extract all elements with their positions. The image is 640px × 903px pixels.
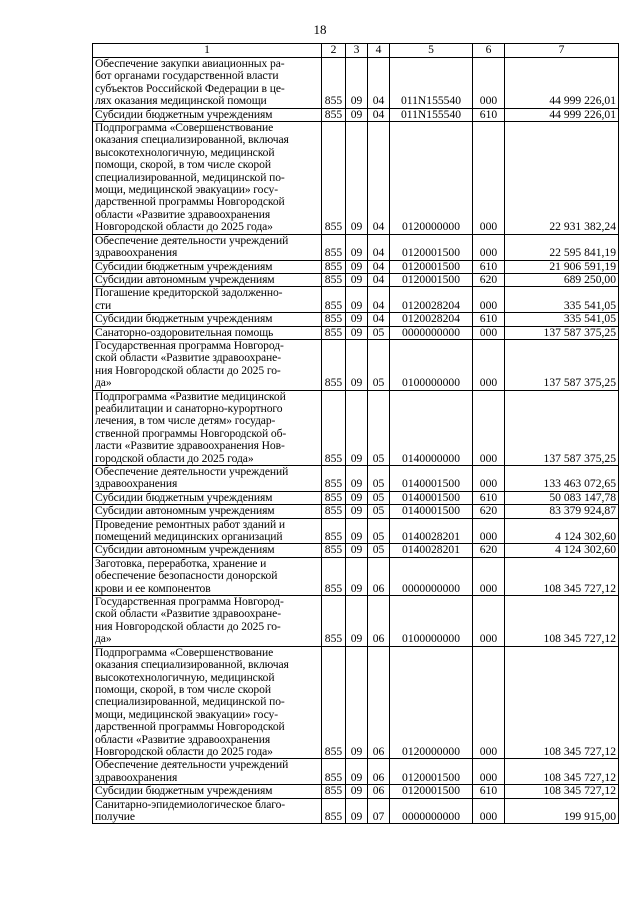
section-code-cell: 09 — [346, 798, 368, 824]
section-code-cell: 09 — [346, 596, 368, 647]
item-name-line: специализированной, медицинской по- — [95, 170, 285, 184]
expense-type-cell: 000 — [473, 234, 505, 260]
expense-type-cell: 610 — [473, 108, 505, 121]
item-name-line: Государственная программа Новгород- — [95, 595, 284, 609]
item-name-cell — [93, 505, 322, 518]
ministry-code-cell: 855 — [322, 557, 346, 595]
item-name-line: оказания специализированной, включая — [95, 133, 289, 147]
expense-type-cell: 000 — [473, 390, 505, 465]
ministry-code-cell: 855 — [322, 785, 346, 798]
target-article-cell: 0140001500 — [390, 505, 473, 518]
item-name-line: Обеспечение деятельности учреждений — [95, 758, 289, 772]
item-name-cell — [93, 122, 322, 235]
expense-type-cell: 000 — [473, 287, 505, 313]
item-name-line: высокотехнологичную, медицинской — [95, 670, 275, 684]
amount-cell: 22 931 382,24 — [505, 122, 619, 235]
item-name-cell — [93, 785, 322, 798]
section-code-cell: 09 — [346, 646, 368, 759]
subsection-code-cell: 05 — [368, 505, 390, 518]
item-name-line: Обеспечение закупки авиационных ра- — [95, 57, 285, 70]
ministry-code-cell: 855 — [322, 466, 346, 492]
item-name-cell — [93, 759, 322, 785]
table-row — [93, 544, 619, 557]
item-name-line: Субсидии автономным учреждениям — [95, 543, 275, 557]
item-name-cell — [93, 518, 322, 544]
item-name-line: лях оказания медицинской помощи — [95, 94, 267, 108]
table-row — [93, 326, 619, 339]
amount-cell: 689 250,00 — [505, 273, 619, 286]
ministry-code-cell: 855 — [322, 108, 346, 121]
item-name-cell — [93, 646, 322, 759]
expense-type-cell: 000 — [473, 646, 505, 759]
target-article-cell: 0100000000 — [390, 596, 473, 647]
ministry-code-cell: 855 — [322, 544, 346, 557]
subsection-code-cell: 05 — [368, 390, 390, 465]
amount-cell: 108 345 727,12 — [505, 785, 619, 798]
ministry-code-cell: 855 — [322, 58, 346, 109]
ministry-code-cell: 855 — [322, 313, 346, 326]
item-name-cell — [93, 491, 322, 504]
amount-cell: 50 083 147,78 — [505, 491, 619, 504]
amount-cell: 133 463 072,65 — [505, 466, 619, 492]
table-row — [93, 491, 619, 504]
item-name-line: области «Развитие здравоохранения — [95, 207, 271, 221]
item-name-line: да» — [95, 376, 112, 390]
amount-cell: 335 541,05 — [505, 287, 619, 313]
item-name-line: получие — [95, 809, 135, 823]
section-code-cell: 09 — [346, 518, 368, 544]
amount-cell: 44 999 226,01 — [505, 58, 619, 109]
item-name-line: здравоохранения — [95, 770, 178, 784]
target-article-cell: 0100000000 — [390, 339, 473, 390]
item-name-line: помощи, скорой, в том числе скорой — [95, 158, 271, 172]
target-article-cell: 0000000000 — [390, 326, 473, 339]
table-row — [93, 785, 619, 798]
item-name-line: мощи, медицинской эвакуации» госу- — [95, 707, 279, 721]
expense-type-cell: 000 — [473, 596, 505, 647]
header-col-1: 1 — [93, 44, 322, 58]
expense-type-cell: 610 — [473, 785, 505, 798]
expense-type-cell: 000 — [473, 326, 505, 339]
item-name-line: реабилитации и санаторно-курортного — [95, 401, 283, 415]
header-col-4: 4 — [368, 44, 390, 58]
target-article-cell: 0140028201 — [390, 518, 473, 544]
table-row — [93, 234, 619, 260]
target-article-cell: 0000000000 — [390, 557, 473, 595]
header-col-7: 7 — [505, 44, 619, 58]
subsection-code-cell: 06 — [368, 759, 390, 785]
expense-type-cell: 620 — [473, 544, 505, 557]
table-row — [93, 390, 619, 465]
ministry-code-cell: 855 — [322, 491, 346, 504]
ministry-code-cell: 855 — [322, 260, 346, 273]
header-row — [93, 44, 619, 58]
table-row — [93, 798, 619, 824]
target-article-cell: 0120001500 — [390, 234, 473, 260]
target-article-cell: 0120001500 — [390, 759, 473, 785]
item-name-line: Погашение кредиторской задолженно- — [95, 286, 283, 300]
item-name-cell — [93, 466, 322, 492]
item-name-line: бот органами государственной власти — [95, 69, 279, 83]
subsection-code-cell: 05 — [368, 491, 390, 504]
target-article-cell: 0120000000 — [390, 122, 473, 235]
section-code-cell: 09 — [346, 273, 368, 286]
item-name-line: сти — [95, 298, 112, 312]
amount-cell: 44 999 226,01 — [505, 108, 619, 121]
subsection-code-cell: 05 — [368, 339, 390, 390]
item-name-cell — [93, 596, 322, 647]
expense-type-cell: 620 — [473, 273, 505, 286]
table-row — [93, 108, 619, 121]
section-code-cell: 09 — [346, 108, 368, 121]
target-article-cell: 011N155540 — [390, 108, 473, 121]
target-article-cell: 0000000000 — [390, 798, 473, 824]
section-code-cell: 09 — [346, 759, 368, 785]
expense-type-cell: 000 — [473, 466, 505, 492]
header-col-5: 5 — [390, 44, 473, 58]
table-row — [93, 122, 619, 235]
ministry-code-cell: 855 — [322, 798, 346, 824]
target-article-cell: 0140000000 — [390, 390, 473, 465]
ministry-code-cell: 855 — [322, 339, 346, 390]
table-row — [93, 339, 619, 390]
section-code-cell: 09 — [346, 505, 368, 518]
target-article-cell: 0120001500 — [390, 273, 473, 286]
item-name-cell — [93, 313, 322, 326]
subsection-code-cell: 05 — [368, 466, 390, 492]
item-name-line: Субсидии автономным учреждениям — [95, 273, 275, 286]
ministry-code-cell: 855 — [322, 759, 346, 785]
item-name-cell — [93, 544, 322, 557]
subsection-code-cell: 06 — [368, 557, 390, 595]
item-name-line: обеспечение безопасности донорской — [95, 569, 278, 583]
item-name-cell — [93, 273, 322, 286]
expense-type-cell: 610 — [473, 260, 505, 273]
ministry-code-cell: 855 — [322, 390, 346, 465]
section-code-cell: 09 — [346, 491, 368, 504]
table-row — [93, 260, 619, 273]
item-name-line: Субсидии бюджетным учреждениям — [95, 312, 273, 326]
item-name-line: помощи, скорой, в том числе скорой — [95, 682, 271, 696]
table-row — [93, 505, 619, 518]
target-article-cell: 0120001500 — [390, 785, 473, 798]
subsection-code-cell: 06 — [368, 596, 390, 647]
item-name-line: Подпрограмма «Развитие медицинской — [95, 390, 286, 403]
subsection-code-cell: 04 — [368, 108, 390, 121]
amount-cell: 137 587 375,25 — [505, 339, 619, 390]
expense-type-cell: 000 — [473, 518, 505, 544]
item-name-line: Санаторно-оздоровительная помощь — [95, 326, 274, 339]
target-article-cell: 0120028204 — [390, 313, 473, 326]
item-name-line: Субсидии автономным учреждениям — [95, 504, 275, 518]
subsection-code-cell: 07 — [368, 798, 390, 824]
section-code-cell: 09 — [346, 785, 368, 798]
amount-cell: 108 345 727,12 — [505, 759, 619, 785]
item-name-cell — [93, 58, 322, 109]
item-name-line: Заготовка, переработка, хранение и — [95, 557, 267, 570]
section-code-cell: 09 — [346, 313, 368, 326]
amount-cell: 22 595 841,19 — [505, 234, 619, 260]
table-row — [93, 557, 619, 595]
item-name-line: Новгородской области до 2025 года» — [95, 220, 273, 234]
section-code-cell: 09 — [346, 557, 368, 595]
item-name-line: Проведение ремонтных работ зданий и — [95, 518, 285, 531]
expense-type-cell: 000 — [473, 339, 505, 390]
header-col-6: 6 — [473, 44, 505, 58]
amount-cell: 108 345 727,12 — [505, 646, 619, 759]
item-name-cell — [93, 287, 322, 313]
section-code-cell: 09 — [346, 260, 368, 273]
item-name-cell — [93, 260, 322, 273]
table-row — [93, 273, 619, 286]
target-article-cell: 0120028204 — [390, 287, 473, 313]
item-name-line: Субсидии бюджетным учреждениям — [95, 108, 273, 121]
item-name-line: ния Новгородской области до 2025 го- — [95, 619, 281, 633]
amount-cell: 199 915,00 — [505, 798, 619, 824]
section-code-cell: 09 — [346, 339, 368, 390]
section-code-cell: 09 — [346, 122, 368, 235]
amount-cell: 83 379 924,87 — [505, 505, 619, 518]
amount-cell: 137 587 375,25 — [505, 390, 619, 465]
subsection-code-cell: 04 — [368, 313, 390, 326]
item-name-line: области «Развитие здравоохранения — [95, 732, 271, 746]
subsection-code-cell: 06 — [368, 646, 390, 759]
subsection-code-cell: 05 — [368, 326, 390, 339]
table-row — [93, 646, 619, 759]
table-row — [93, 596, 619, 647]
ministry-code-cell: 855 — [322, 646, 346, 759]
section-code-cell: 09 — [346, 544, 368, 557]
ministry-code-cell: 855 — [322, 596, 346, 647]
table-row — [93, 759, 619, 785]
item-name-cell — [93, 390, 322, 465]
item-name-line: Подпрограмма «Совершенствование — [95, 121, 274, 135]
table-row — [93, 466, 619, 492]
target-article-cell: 0140001500 — [390, 466, 473, 492]
item-name-cell — [93, 108, 322, 121]
section-code-cell: 09 — [346, 326, 368, 339]
item-name-line: Обеспечение деятельности учреждений — [95, 234, 289, 247]
item-name-cell — [93, 234, 322, 260]
amount-cell: 335 541,05 — [505, 313, 619, 326]
expense-type-cell: 000 — [473, 557, 505, 595]
expense-type-cell: 000 — [473, 759, 505, 785]
expense-type-cell: 000 — [473, 58, 505, 109]
target-article-cell: 0140028201 — [390, 544, 473, 557]
item-name-line: Субсидии бюджетным учреждениям — [95, 784, 273, 798]
header-col-3: 3 — [346, 44, 368, 58]
item-name-line: высокотехнологичную, медицинской — [95, 145, 275, 159]
amount-cell: 137 587 375,25 — [505, 326, 619, 339]
table-row — [93, 58, 619, 109]
item-name-line: ственной программы Новгородской об- — [95, 426, 287, 440]
table-row — [93, 313, 619, 326]
subsection-code-cell: 04 — [368, 260, 390, 273]
item-name-line: Субсидии бюджетным учреждениям — [95, 491, 273, 504]
item-name-line: Субсидии бюджетным учреждениям — [95, 260, 273, 273]
item-name-line: Санитарно-эпидемиологическое благо- — [95, 798, 286, 811]
table-row — [93, 518, 619, 544]
item-name-line: дарственной программы Новгородской — [95, 720, 285, 734]
item-name-line: дарственной программы Новгородской — [95, 195, 285, 209]
item-name-cell — [93, 339, 322, 390]
item-name-line: ния Новгородской области до 2025 го- — [95, 363, 281, 377]
item-name-line: лечения, в том числе детям» государ- — [95, 414, 276, 428]
item-name-cell — [93, 557, 322, 595]
amount-cell: 4 124 302,60 — [505, 544, 619, 557]
item-name-line: здравоохранения — [95, 246, 178, 260]
target-article-cell: 0120001500 — [390, 260, 473, 273]
item-name-line: мощи, медицинской эвакуации» госу- — [95, 183, 279, 197]
item-name-line: специализированной, медицинской по- — [95, 695, 285, 709]
item-name-line: здравоохранения — [95, 477, 178, 491]
expense-type-cell: 620 — [473, 505, 505, 518]
header-col-2: 2 — [322, 44, 346, 58]
subsection-code-cell: 04 — [368, 58, 390, 109]
subsection-code-cell: 06 — [368, 785, 390, 798]
item-name-cell — [93, 326, 322, 339]
expense-type-cell: 000 — [473, 122, 505, 235]
target-article-cell: 0120000000 — [390, 646, 473, 759]
item-name-line: Подпрограмма «Совершенствование — [95, 646, 274, 659]
section-code-cell: 09 — [346, 287, 368, 313]
item-name-line: помещений медицинских организаций — [95, 530, 283, 544]
ministry-code-cell: 855 — [322, 326, 346, 339]
section-code-cell: 09 — [346, 58, 368, 109]
subsection-code-cell: 04 — [368, 122, 390, 235]
item-name-line: ской области «Развитие здравоохране- — [95, 607, 281, 621]
item-name-line: Обеспечение деятельности учреждений — [95, 465, 289, 478]
item-name-line: субъектов Российской Федерации в це- — [95, 81, 285, 95]
item-name-line: Государственная программа Новгород- — [95, 339, 284, 352]
budget-table — [92, 43, 619, 824]
table-row — [93, 287, 619, 313]
item-name-cell — [93, 798, 322, 824]
section-code-cell: 09 — [346, 390, 368, 465]
expense-type-cell: 610 — [473, 313, 505, 326]
item-name-line: крови и ее компонентов — [95, 581, 211, 595]
subsection-code-cell: 05 — [368, 518, 390, 544]
ministry-code-cell: 855 — [322, 234, 346, 260]
subsection-code-cell: 05 — [368, 544, 390, 557]
table-body — [93, 58, 619, 824]
page-number: 18 — [313, 22, 327, 37]
expense-type-cell: 000 — [473, 798, 505, 824]
item-name-line: Новгородской области до 2025 года» — [95, 744, 273, 758]
ministry-code-cell: 855 — [322, 273, 346, 286]
amount-cell: 4 124 302,60 — [505, 518, 619, 544]
amount-cell: 108 345 727,12 — [505, 557, 619, 595]
item-name-line: городской области до 2025 года» — [95, 451, 254, 465]
amount-cell: 21 906 591,19 — [505, 260, 619, 273]
ministry-code-cell: 855 — [322, 518, 346, 544]
ministry-code-cell: 855 — [322, 122, 346, 235]
item-name-line: да» — [95, 632, 112, 646]
amount-cell: 108 345 727,12 — [505, 596, 619, 647]
ministry-code-cell: 855 — [322, 287, 346, 313]
target-article-cell: 0140001500 — [390, 491, 473, 504]
target-article-cell: 011N155540 — [390, 58, 473, 109]
item-name-line: ской области «Развитие здравоохране- — [95, 351, 281, 365]
subsection-code-cell: 04 — [368, 273, 390, 286]
item-name-line: оказания специализированной, включая — [95, 658, 289, 672]
item-name-line: ласти «Развитие здравоохранения Нов- — [95, 439, 285, 453]
expense-type-cell: 610 — [473, 491, 505, 504]
section-code-cell: 09 — [346, 234, 368, 260]
subsection-code-cell: 04 — [368, 234, 390, 260]
subsection-code-cell: 04 — [368, 287, 390, 313]
ministry-code-cell: 855 — [322, 505, 346, 518]
section-code-cell: 09 — [346, 466, 368, 492]
